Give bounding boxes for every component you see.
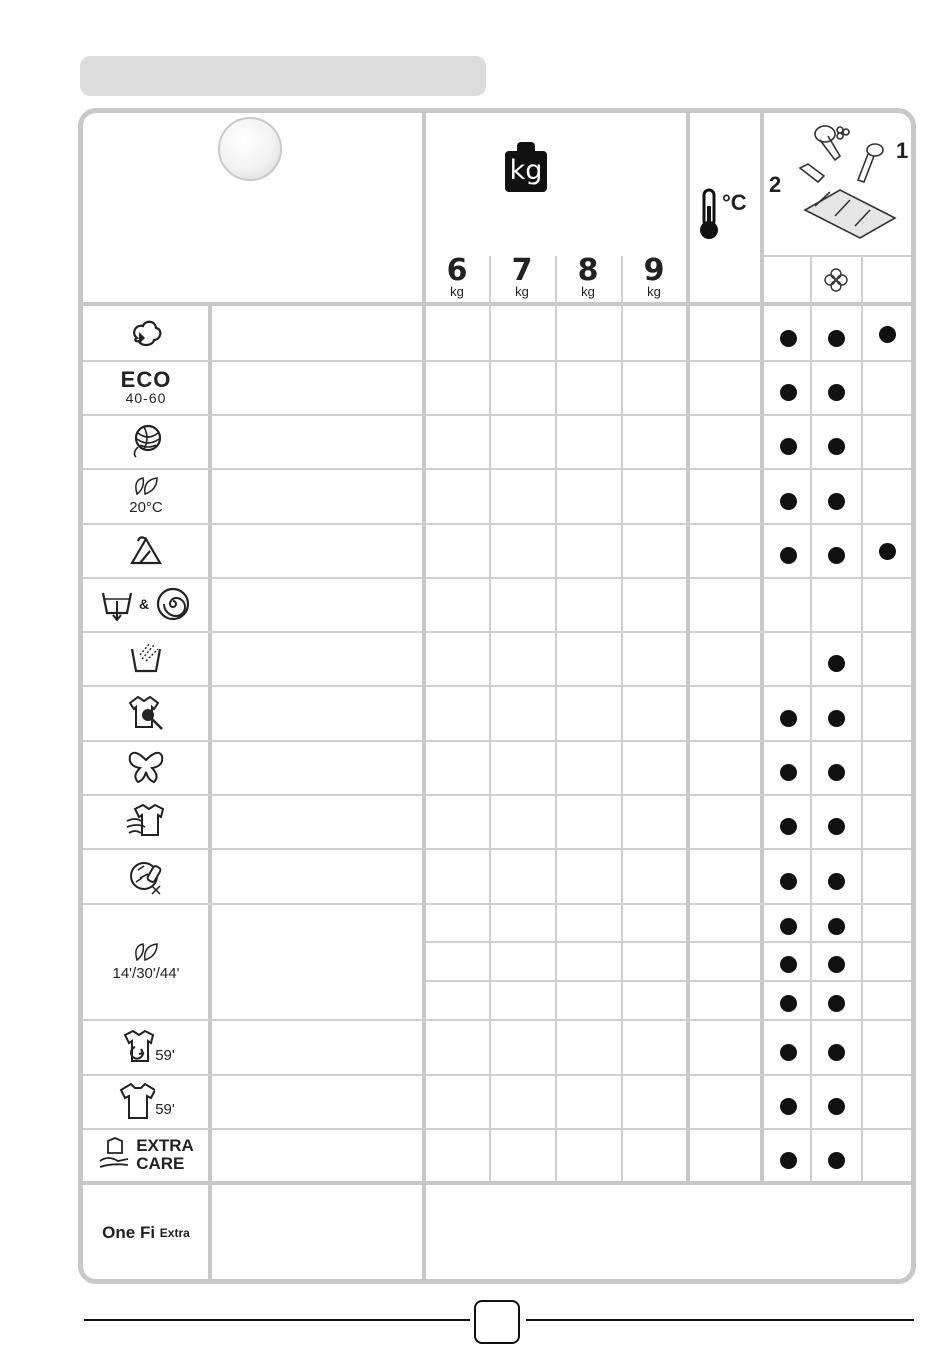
- compartment-1-label: 1: [896, 138, 909, 163]
- compartment-2-label: 2: [769, 172, 782, 197]
- compartment-dot: [828, 995, 845, 1012]
- temperature-unit: °C: [722, 190, 747, 215]
- capacity-8: 8 kg: [577, 253, 599, 299]
- program-selector-knob: [218, 117, 282, 181]
- compartment-dot: [828, 873, 845, 890]
- compartment-dot: [828, 493, 845, 510]
- compartment-dot: [780, 918, 797, 935]
- compartment-dot: [780, 1152, 797, 1169]
- compartment-dot: [828, 384, 845, 401]
- drain-spin-icon: &: [84, 577, 208, 631]
- mix-59-icon: 59': [84, 1019, 208, 1074]
- compartment-dot: [780, 330, 797, 347]
- rinse-icon: [84, 631, 208, 685]
- col-divider: [760, 113, 764, 1183]
- compartment-dot: [828, 438, 845, 455]
- compartment-dot: [828, 818, 845, 835]
- compartment-dot: [780, 438, 797, 455]
- compartment-dot: [780, 873, 797, 890]
- cotton-icon: [84, 305, 208, 360]
- hygiene-icon: [84, 848, 208, 903]
- rapid-eco-icon: 14'/30'/44': [84, 903, 208, 1019]
- compartment-dot: [879, 543, 896, 560]
- col-divider: [422, 113, 426, 1279]
- capacity-9: 9 kg: [643, 253, 665, 299]
- compartment-dot: [828, 330, 845, 347]
- subrow-divider: [426, 980, 911, 982]
- wool-icon: [84, 414, 208, 468]
- col-divider: [208, 304, 212, 1279]
- thermometer-icon: [698, 188, 720, 240]
- compartment-dot: [879, 326, 896, 343]
- footer-divider: [83, 1181, 911, 1185]
- softener-icon: [824, 268, 848, 292]
- load-weight-icon: kg: [505, 142, 547, 192]
- compartment-dot: [780, 956, 797, 973]
- compartment-dot: [780, 764, 797, 781]
- capacity-7: 7 kg: [511, 253, 533, 299]
- dry-freshen-icon: [84, 794, 208, 848]
- compartment-dot: [828, 1044, 845, 1061]
- capacity-6: 6 kg: [446, 253, 468, 299]
- col-divider: [686, 113, 690, 1183]
- compartment-dot: [828, 655, 845, 672]
- compartment-dot: [780, 710, 797, 727]
- subrow-divider: [426, 941, 911, 943]
- compartment-dot: [780, 547, 797, 564]
- eco-40-60-icon: ECO 40-60: [120, 367, 172, 406]
- compartment-dot: [780, 384, 797, 401]
- delicate-icon: [84, 740, 208, 794]
- eco-20c-icon: 20°C: [84, 468, 208, 523]
- one-fi-extra-icon: One Fi Extra: [102, 1223, 190, 1242]
- compartment-dot: [780, 493, 797, 510]
- compartment-dot: [780, 1044, 797, 1061]
- compartment-dot: [780, 1098, 797, 1115]
- compartment-dot: [780, 995, 797, 1012]
- stain-icon: [84, 685, 208, 740]
- shirt-59-icon: 59': [84, 1074, 208, 1128]
- page-number-box: [474, 1300, 520, 1344]
- synthetic-icon: [84, 523, 208, 577]
- disp-divider: [763, 255, 911, 257]
- extra-care-icon: EXTRA CARE: [84, 1128, 208, 1181]
- compartment-dot: [828, 1098, 845, 1115]
- compartment-dot: [828, 547, 845, 564]
- compartment-dot: [828, 1152, 845, 1169]
- compartment-dot: [828, 918, 845, 935]
- compartment-dot: [828, 710, 845, 727]
- section-title-bar: [80, 56, 486, 96]
- detergent-drawer-icon: [790, 120, 900, 240]
- compartment-dot: [828, 956, 845, 973]
- compartment-dot: [828, 764, 845, 781]
- compartment-dot: [780, 818, 797, 835]
